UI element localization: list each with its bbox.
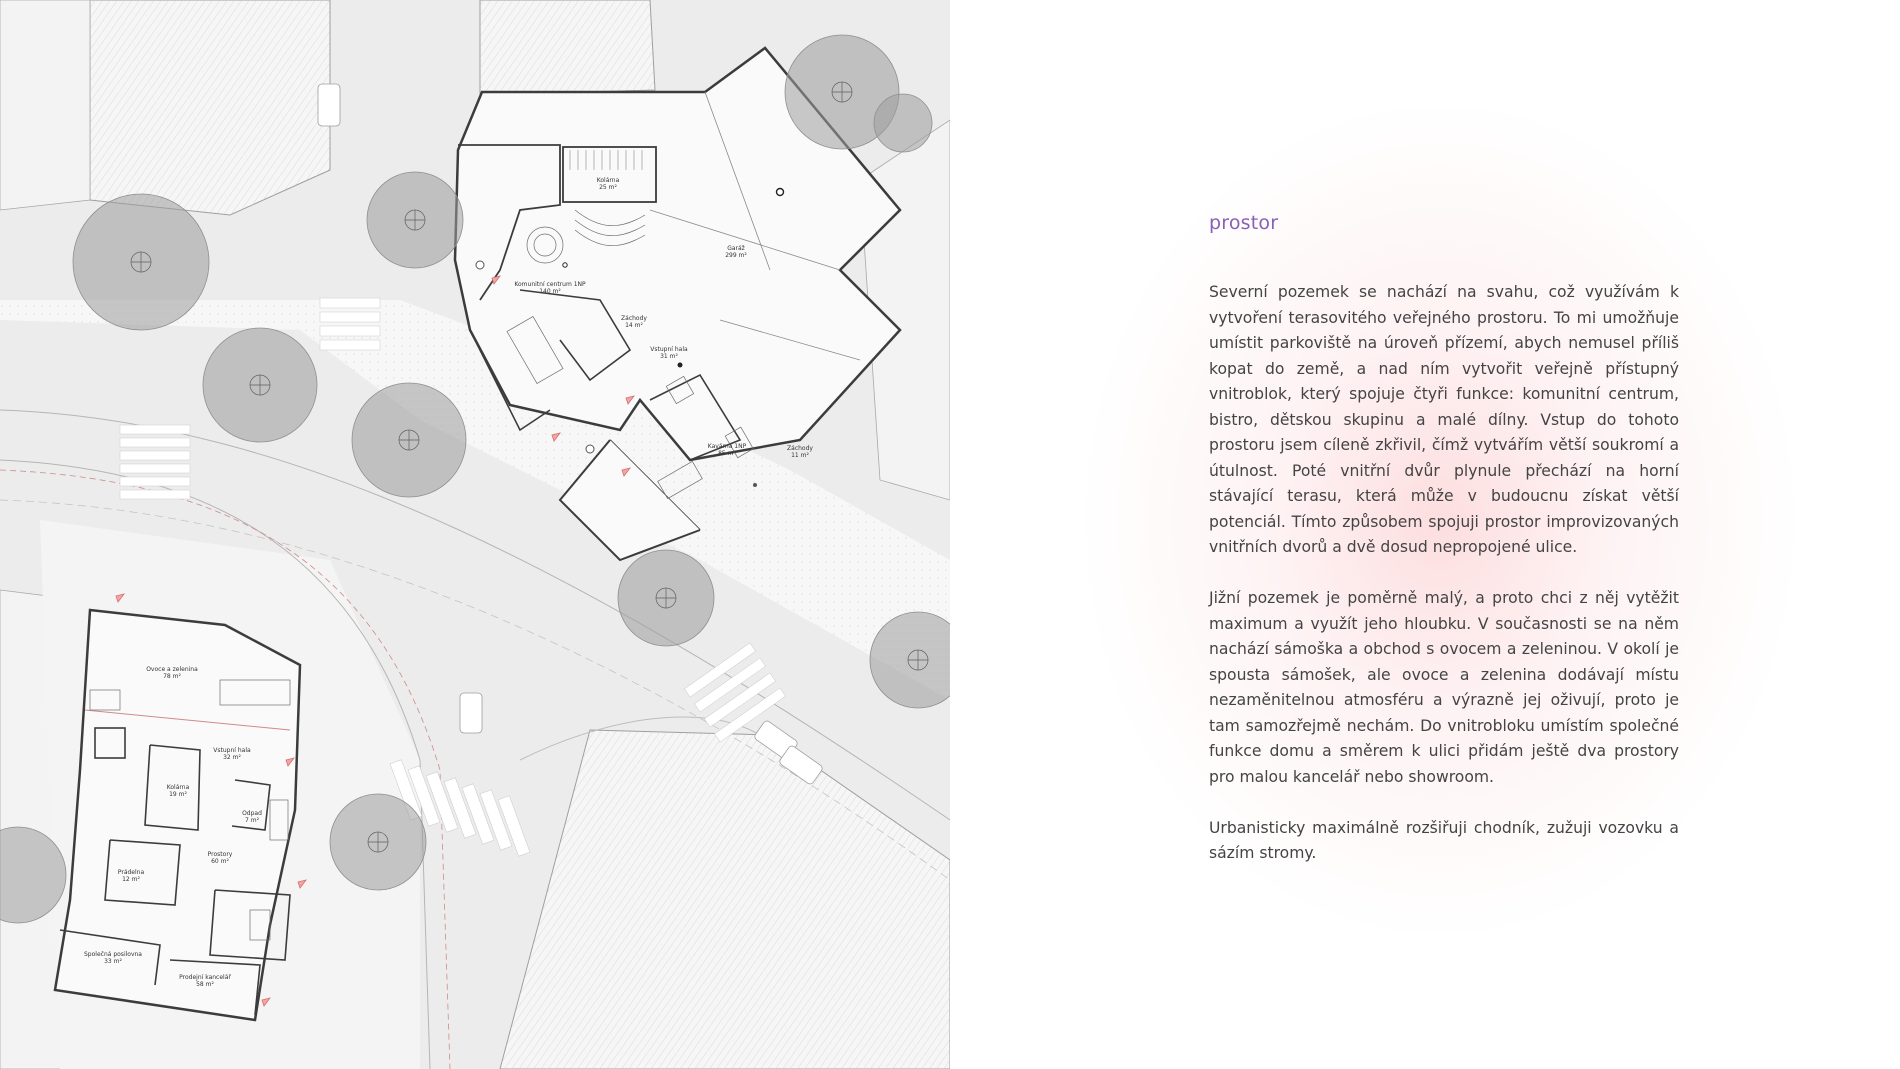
paragraph-south-plot: Jižní pozemek je poměrně malý, a proto chci z něj vytěžit maximum a využít jeho hloubku. V současnosti se na něm nachází sámoška a obchod s ovocem a zeleninou. V okolí je spousta sámošek, ale ovoce a zelenina dodávají místu nezaměnitelnou atmosféru a výrazně jej oživují, proto je tam samozřejmě nechám. Do vnitrobloku umístím společné funkce domu a směrem k ulici přidám ještě dva prostory pro malou kancelář nebo showroom.: [1209, 589, 1679, 786]
room-label: Ovoce a zelenina 78 m²: [146, 666, 198, 680]
room-label: Kolárna 19 m²: [166, 784, 190, 798]
room-label: Záchody 11 m²: [787, 445, 813, 459]
description-panel: [950, 0, 1900, 1069]
room-label: Garáž 299 m²: [725, 245, 747, 259]
room-label: Vstupní hala 31 m²: [650, 346, 688, 360]
body-text: [1209, 280, 1679, 892]
room-label: Kavárna 1NP 85 m²: [707, 443, 747, 457]
room-label: Komunitní centrum 1NP 140 m²: [514, 281, 586, 295]
section-heading: prostor: [1209, 212, 1279, 234]
room-label: Prodejní kancelář 58 m²: [179, 974, 231, 988]
paragraph-north-plot: Severní pozemek se nachází na svahu, což využívám k vytvoření terasovitého veřejného prostoru. To mi umožňuje umístit parkoviště na úroveň přízemí, abych nemusel příliš kopat do země, a nad ním vytvořit veřejně přístupný vnitroblok, který spojuje čtyři funkce: komunitní centrum, bistro, dětskou skupinu a malé dílny. Vstup do tohoto prostoru jsem cíleně zkřivil, čímž vytvářím větší soukromí a útulnost. Poté vnitřní dvůr plynule přechází na horní stávající terasu, která může v budoucnu získat větší potenciál. Tímto způsobem spojuji prostor improvizovaných vnitřních dvorů a dvě dosud nepropojené ulice.: [1209, 283, 1679, 556]
room-label: Prádelna 12 m²: [117, 869, 145, 883]
room-label: Záchody 14 m²: [621, 315, 647, 329]
paragraph-urbanism: Urbanisticky maximálně rozšiřuji chodník, zužuji vozovku a sázím stromy.: [1209, 818, 1679, 862]
room-label: Společná posilovna 33 m²: [84, 951, 142, 965]
room-label: Odpad 7 m²: [242, 810, 262, 824]
room-label: Prostory 60 m²: [207, 851, 233, 865]
room-label: Vstupní hala 32 m²: [213, 747, 251, 761]
room-label: Kolárna 25 m²: [596, 177, 620, 191]
